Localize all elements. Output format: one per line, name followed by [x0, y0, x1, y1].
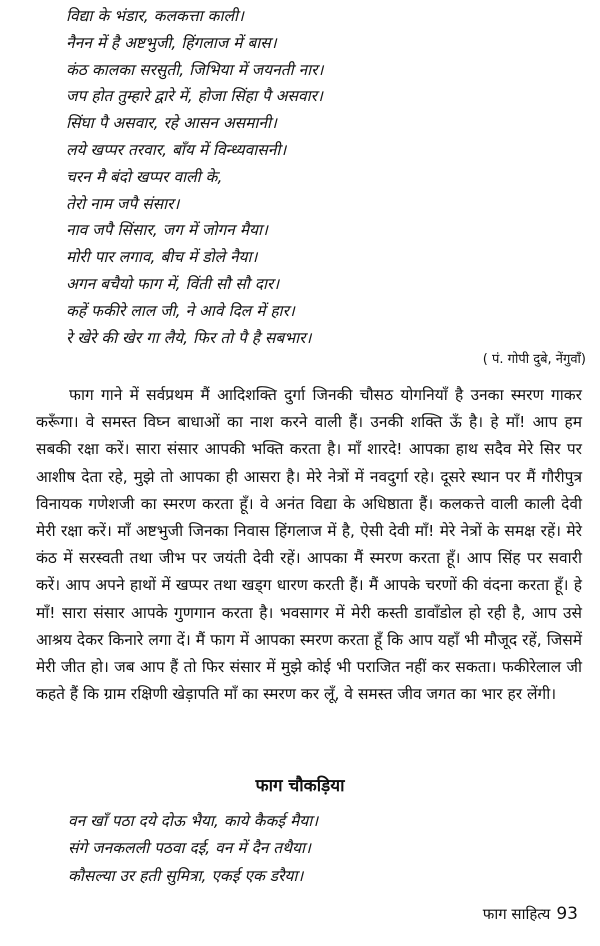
verse-line: वन खाँ पठा दये दोऊ भैया, काये कैकई मैया।: [68, 812, 319, 830]
verse-line: लये खप्पर तरवार, बाँय में विन्ध्यवासनी।: [66, 140, 287, 159]
verse-line: नाव जपै सिंसार, जग में जोगन मैया।: [66, 221, 268, 240]
verse-line: कहें फकीरे लाल जी, ने आवे दिल में हार।: [66, 301, 295, 320]
verse-line: चरन मै बंदो खप्पर वाली के,: [66, 167, 223, 186]
verse-line: नैनन में है अष्टभुजी, हिंगलाज में बास।: [66, 33, 277, 52]
verse-attribution: ( पं. गोपी दुबे, नेंगुवाँ): [482, 352, 586, 367]
verse-line: मोरी पार लगाव, बीच में डोले नैया।: [66, 248, 258, 267]
explanation-paragraph: फाग गाने में सर्वप्रथम मैं आदिशक्ति दुर्गा जिनकी चौसठ योगनियाँ है उनका स्मरण गाकर करूँगा। वे समस्त विघ्न बाधाओं का नाश करने वाली हैं। उनकी शक्ति ऊँ है। हे माँ! आप हम सबकी रक्षा करें। सारा संसार आपकी भक्ति करता है। माँ शारदे! आपका हाथ सदैव मेरे सिर पर आशीष देता रहे, मुझे तो आपका ही आसरा है। मेरे नेत्रों में नवदुर्गा रहे। दूसरे स्थान पर मैं गौरीपुत्र विनायक गणेशजी का स्मरण करता हूँ। वे अनंत विद्या के अधिष्ठाता हैं। कलकत्ते वाली काली देवी मेरी रक्षा करें। माँ अष्टभुजी जिनका निवास हिंगलाज में है, ऐसी देवी माँ! मेरे नेत्रों के समक्ष रहें। मेरे कंठ में सरस्वती तथा जीभ पर जयंती देवी रहें। आपका मैं स्मरण करता हूँ। आप सिंह पर सवारी करें। आप अपने हाथों में खप्पर तथा खड्ग धारण करती हैं। मैं आपके चरणों की वंदना करता हूँ। हे माँ! सारा संसार आपके गुणगान करता है। भवसागर में मेरी कस्ती डावाँडोल हो रही है, आप उसे आश्रय देकर किनारे लगा दें। मैं फाग में आपका स्मरण करता हूँ कि आप यहाँ भी मौजूद रहें, जिसमें मेरी जीत हो। जब आप हैं तो फिर संसार में मुझे कोई भी पराजित नहीं कर सकता। फकीरेलाल जी कहते हैं कि ग्राम रक्षिणी खेड़ापति माँ का स्मरण कर लूँ, वे समस्त जीव जगत का भार हर लेंगी।: [36, 386, 582, 704]
verse-line: तेरो नाम जपै संसार।: [66, 194, 180, 213]
verse-line: जप होत तुम्हारे द्वारे में, होजा सिंहा पै असवार।: [66, 87, 323, 106]
verse-line: संगे जनकलली पठवा दई, वन में दैन तथैया।: [68, 839, 311, 858]
verse-line: विद्या के भंडार, कलकत्ता काली।: [66, 7, 244, 25]
section-heading: फाग चौकड़िया: [255, 776, 345, 796]
verse-line: कंठ कालका सरसुती, जिभिया में जयनती नार।: [66, 60, 324, 79]
chaukadiya-verse: [68, 808, 318, 890]
verse-line: सिंघा पै असवार, रहे आसन असमानी।: [66, 114, 277, 133]
verse-line: अगन बचैयो फाग में, विंती सौ सौ दार।: [66, 274, 280, 293]
verse-line: रे खेरे की खेर गा लैये, फिर तो पै है सबभार।: [66, 328, 312, 347]
page-footer: [483, 902, 578, 926]
page-number: 93: [556, 904, 578, 924]
verse-line: कौसल्या उर हती सुमित्रा, एकई एक डरैया।: [68, 866, 304, 885]
opening-verse: [66, 3, 323, 351]
book-title: फाग साहित्य: [482, 905, 551, 923]
